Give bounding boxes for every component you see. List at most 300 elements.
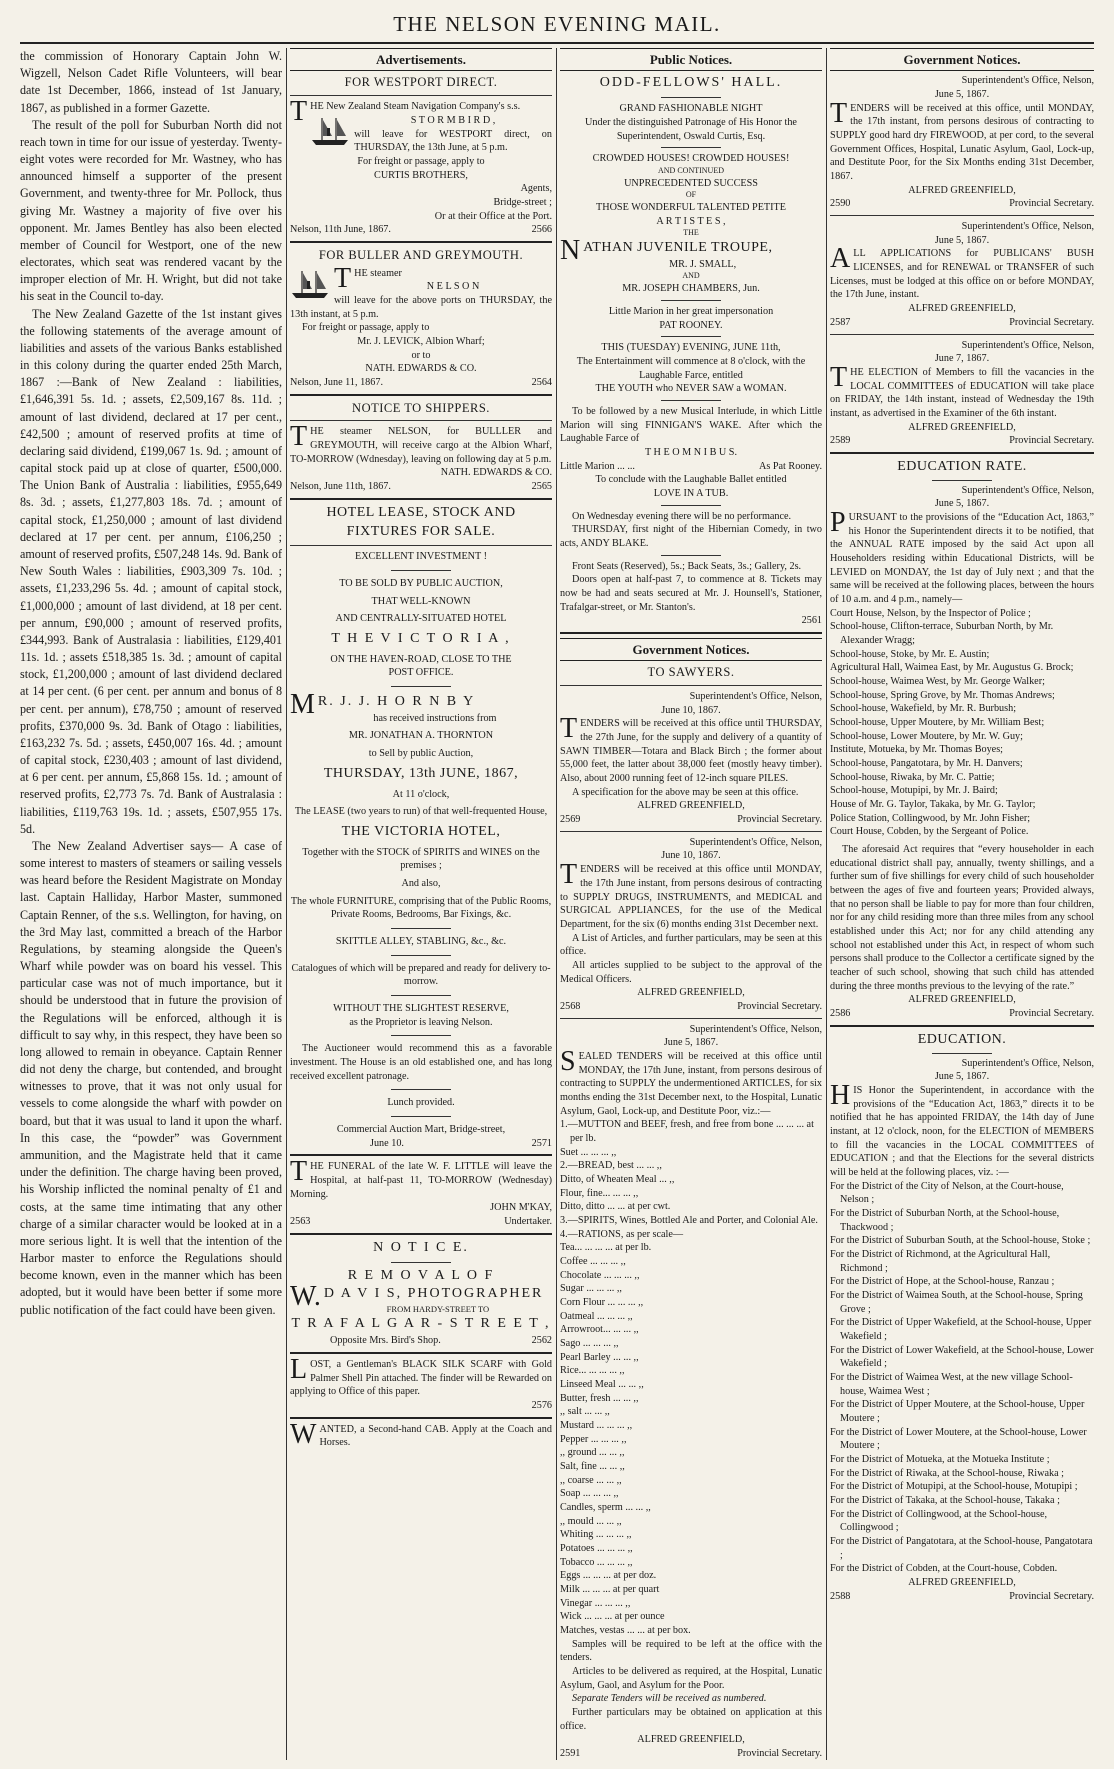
dropcap: T <box>560 859 578 891</box>
election-place: For the District of Upper Wakefield, at the School-house, Upper Wakefield ; <box>830 1317 1092 1343</box>
ad-line: At 11 o'clock, <box>392 788 450 800</box>
ad-number: 2571 <box>531 1137 552 1149</box>
ad-body: OST, a Gentleman's BLACK SILK SCARF with Gold Palmer Shell Pin attached. The finder will be Rewarded on applying to Office of this paper. <box>290 1358 552 1398</box>
divider <box>830 334 1094 335</box>
divider <box>290 394 552 396</box>
divider <box>391 686 451 687</box>
ad-date: Nelson, 11th June, 1867. <box>290 224 391 236</box>
election-place: For the District of Richmond, at the Agricultural Hall, Richmond ; <box>830 1248 1051 1274</box>
divider <box>661 400 721 401</box>
divider <box>661 300 721 301</box>
election-place: For the District of Upper Moutere, at the School-house, Upper Moutere ; <box>830 1399 1085 1425</box>
article-item: Sugar ... ... ... ,, <box>560 1283 622 1295</box>
ad-line: Opposite Mrs. Bird's Shop. <box>330 1335 441 1347</box>
funeral-notice <box>290 1156 552 1228</box>
ad-line: The Auctioneer would recommend this as a favorable investment. The House is an old established one, and has long received excellent patronage. <box>290 1043 552 1082</box>
election-place: For the District of Lower Moutere, at the School-house, Lower Moutere ; <box>830 1426 1087 1452</box>
election-place: For the District of Motupipi, at the School-house, Motupipi ; <box>830 1481 1078 1493</box>
ad-line: T R A F A L G A R - S T R E E T , <box>291 1316 551 1332</box>
election-place: For the District of Collingwood, at the School-house, Collingwood ; <box>830 1508 1048 1534</box>
ad-body: All articles supplied to be subject to the approval of the Medical Officers. <box>560 959 822 985</box>
dropcap: W. <box>290 1281 321 1313</box>
divider <box>290 498 552 500</box>
office-line: Superintendent's Office, Nelson, <box>689 836 822 848</box>
article-item: Candles, sperm ... ... ,, <box>560 1502 651 1514</box>
ad-line: to Sell by public Auction, <box>368 748 474 760</box>
freight-line: For freight or passage, apply to <box>302 322 430 334</box>
lost-notice <box>290 1353 552 1413</box>
office-line: Superintendent's Office, Nelson, <box>961 75 1094 87</box>
ad-line: TO BE SOLD BY PUBLIC AUCTION, <box>339 577 503 589</box>
dropcap: A <box>830 243 851 275</box>
column-divider <box>286 48 287 1760</box>
dropcap: T <box>290 421 308 453</box>
ad-number: 2590 <box>830 198 851 210</box>
ad-body: ANTED, a Second-hand CAB. Apply at the Coach and Horses. <box>319 1423 552 1449</box>
collection-place: Agricultural Hall, Waimea East, by Mr. Augustus G. Brock; <box>830 662 1074 674</box>
agent-role: Agents, <box>520 183 552 195</box>
ad-title: EDUCATION RATE. <box>897 458 1027 474</box>
divider <box>391 995 451 996</box>
office-date: June 5, 1867. <box>663 1037 719 1049</box>
collection-place: Institute, Motueka, by Mr. Thomas Boyes; <box>830 744 1003 756</box>
ad-number: 2565 <box>531 481 552 493</box>
ad-date: Nelson, June 11th, 1867. <box>290 481 391 493</box>
article-item: 4.—RATIONS, as per scale— <box>560 1228 684 1240</box>
ad-line: AND CONTINUED <box>658 165 724 175</box>
section-header: Advertisements. <box>290 48 552 71</box>
column-divider <box>826 48 827 1760</box>
election-place: For the District of Pangatotara, at the School-house, Pangatotara ; <box>830 1536 1093 1561</box>
article-item: Vinegar ... ... ... ,, <box>560 1597 631 1609</box>
election-place: For the District of Hope, at the School-house, Ranzau ; <box>830 1276 1055 1288</box>
election-place: For the District of Motueka, at the Motueka Institute ; <box>830 1454 1050 1466</box>
article-item: Potatoes ... ... ... ,, <box>560 1543 633 1555</box>
ad-line: THOSE WONDERFUL TALENTED PETITE <box>596 201 786 213</box>
ad-body: A List of Articles, and further particulars, may be seen at this office. <box>560 932 822 958</box>
divider <box>661 555 721 556</box>
ad-line: THAT WELL-KNOWN <box>371 595 471 607</box>
signature-role: Provincial Secretary. <box>737 1000 822 1012</box>
article-item: Eggs ... ... ... at per doz. <box>560 1570 657 1582</box>
article-item: Arrowroot... ... ... ,, <box>560 1324 639 1336</box>
article-item: Milk ... ... ... at per quart <box>560 1584 660 1596</box>
article-item: Oatmeal ... ... ... ,, <box>560 1310 633 1322</box>
newspaper-title: THE NELSON EVENING MAIL. <box>393 12 721 36</box>
ad-line: Doors open at half-past 7, to commence at 8. Tickets may now be had and seats secured at Mr. J. Hounsell's, Stationer, Trafalgar-street, or Mr. Stanton's. <box>560 574 822 613</box>
collection-place: House of Mr. G. Taylor, Takaka, by Mr. G. Taylor; <box>830 799 1036 811</box>
dropcap: T <box>560 713 578 745</box>
dropcap: T <box>830 361 848 393</box>
ad-line: GRAND FASHIONABLE NIGHT <box>619 103 763 115</box>
divider <box>290 420 552 421</box>
election-place: For the District of Suburban South, at the School-house, Stoke ; <box>830 1235 1091 1247</box>
ad-line: as the Proprietor is leaving Nelson. <box>349 1016 493 1028</box>
ad-line: MR. J. SMALL, <box>669 258 737 270</box>
ad-line: has received instructions from <box>373 712 497 724</box>
divider <box>391 1035 451 1036</box>
collection-place: School-house, Upper Moutere, by Mr. William Best; <box>830 717 1045 729</box>
article-item: ,, coarse ... ... ,, <box>560 1474 622 1486</box>
ad-number: 2561 <box>801 615 822 627</box>
ad-line: ON THE HAVEN-ROAD, CLOSE TO THE <box>330 653 512 665</box>
signature: ALFRED GREENFIELD, <box>908 303 1016 315</box>
article-item: Tea... ... ... ... at per lb. <box>560 1242 652 1254</box>
office-date: June 7, 1867. <box>934 353 990 365</box>
collection-place: Court House, Cobden, by the Sergeant of Police. <box>830 826 1029 838</box>
election-places-list <box>830 1180 1094 1576</box>
news-paragraph: The New Zealand Gazette of the 1st instant gives the following statements of the average amount of liabilities and assets of the various Banks established in this colony during the quarter ended 25th March, 1867 :—Bank of New Zealand : liabilities, £1,646,391 5s. 1d. ; assets, £2,509,167 8s. 11d. ; amount of last dividend, declared at 17 per cent., £42,500 ; amount of reserved profits at time of declaring said dividend, £199,067 1s. 9d. ; amount of capital stock paid up at close of quarter, £500,000. The Union Bank of Australia : liabilities, £955,649 8s. 3d. ; assets, £1,277,803 18s. 7d. ; amount of capital stock, £1,250,000 ; amount of last dividend declared at 17 per cent. per annum, £106,250 ; amount of reserved profits, £507,248 14s. 9d. Bank of New South Wales : liabilities, £903,309 7s. 10d. ; assets, £1,233,296 5s. 4d. ; amount of capital stock, £1,000,000 ; amount of last dividend, at 18 per cent. per annum, £90,000 ; amount of reserved profits, £344,993. Bank of Australasia : liabilities, £129,401 11s. 1d. ; assets £518,385 1s. 3d. ; amount of capital stock, £1,200,000 ; amount of last dividend declared at 14 per cent. (6 per cent. per annum and bonus of 8 per cent. per annum), £78,750 ; amount of reserved profits, £370,000 9s. 3d. Bank of Otago : liabilities, £163,232 7s. 5d. ; assets, £450,007 16s. 4d. ; amount of capital stock, £230,403 ; amount of last dividend, at 6 per cent. per annum, £5,868 15s. 1d. ; amount of reserved profits, £2,773 7s. 7d. Bank of Australasia : liabilities, £119,763 19s. 1d. ; assets, £507,955 17s. 5d. <box>20 306 282 836</box>
westport-ad <box>290 74 552 236</box>
ad-title: N O T I C E. <box>373 1239 469 1255</box>
article-item: Butter, fresh ... ... ,, <box>560 1392 639 1404</box>
article-item: Pearl Barley ... ... ,, <box>560 1351 639 1363</box>
signature: ALFRED GREENFIELD, <box>908 421 1016 433</box>
ad-line: A R T I S T E S , <box>656 215 726 227</box>
collection-place: School-house, Waimea West, by Mr. George Walker; <box>830 676 1045 688</box>
dropcap: T <box>290 1156 308 1188</box>
ad-title: EDUCATION. <box>917 1031 1007 1047</box>
ad-number: 2587 <box>830 316 851 328</box>
signature: ALFRED GREENFIELD, <box>908 184 1016 196</box>
ad-body: LL APPLICATIONS for PUBLICANS' BUSH LICENSES, and for RENEWAL or TRANSFER of such Licenses, must be lodged at this office on or before MONDAY, the 17th June, instant. <box>830 248 1094 301</box>
ad-body: The aforesaid Act requires that “every householder in each educational district shall pay, annually, twenty shillings, and a further sum of five shillings for every child of such householder between the ages of five and fourteen years; Provided always, that no person shall be liable to pay for more than four children, nor for any child residing more than three miles from any school established under this Act; nor for any child attending any school not established under this Act, in respect of whom such persons shall produce to the Collector a certificate signed by the teacher of such school, showing that such child has attended during the three months previous to the levying of the rate.” <box>830 844 1094 992</box>
wanted-notice <box>290 1418 552 1450</box>
collection-place: School-house, Riwaka, by Mr. C. Pattie; <box>830 771 995 783</box>
article-item: Sago ... ... ... ,, <box>560 1338 619 1349</box>
ad-body: HE ELECTION of Members to fill the vacancies in the LOCAL COMMITTEES of EDUCATION will take place on FRIDAY, the 14th instant, instead of Wednesday the 19th instant, as advertised in the Examiner of the 6th instant. <box>830 366 1094 419</box>
ad-number: 2591 <box>560 1748 581 1760</box>
section-header: Public Notices. <box>560 48 822 71</box>
divider <box>830 452 1094 454</box>
ad-body: A specification for the above may be seen at this office. <box>572 786 799 798</box>
ad-line: MR. JOSEPH CHAMBERS, Jun. <box>622 283 760 295</box>
ad-line: THE YOUTH who NEVER SAW a WOMAN. <box>595 383 787 395</box>
article-item: Chocolate ... ... ... ,, <box>560 1269 640 1281</box>
article-item: ,, ground ... ... ,, <box>560 1447 625 1459</box>
ad-line: The whole FURNITURE, comprising that of the Public Rooms, Private Rooms, Bedrooms, Bar Fixings, &c. <box>290 895 552 921</box>
ad-body: Samples will be required to be left at the office with the tenders. <box>560 1638 822 1664</box>
news-column <box>20 48 282 1760</box>
office-date: June 10, 1867. <box>661 704 721 716</box>
divider <box>391 1089 451 1090</box>
election-place: For the District of Waimea South, at the School-house, Spring Grove ; <box>830 1290 1083 1315</box>
divider <box>290 241 552 243</box>
removal-notice <box>290 1239 552 1348</box>
dropcap: H <box>830 1079 851 1111</box>
ad-line: To be followed by a new Musical Interlude, in which Little Marion will sing FINNIGAN'S WAKE. After which the Laughable Farce of <box>560 405 822 445</box>
article-item: Ditto, ditto ... ... at per cwt. <box>560 1201 671 1213</box>
ad-number: 2568 <box>560 1000 581 1012</box>
agent-name: Mr. J. LEVICK, Albion Wharf; <box>357 335 485 347</box>
collection-place: School-house, Stoke, by Mr. E. Austin; <box>830 648 990 660</box>
article-item: 1.—MUTTON and BEEF, fresh, and free from bone ... ... ... at per lb. <box>560 1119 814 1144</box>
ad-number: 2564 <box>531 377 552 388</box>
article-item: ,, salt ... ... ,, <box>560 1406 610 1418</box>
divider <box>290 1154 552 1156</box>
article-item: 3.—SPIRITS, Wines, Bottled Ale and Porter, and Colonial Ale. <box>560 1214 818 1226</box>
collection-place: Court House, Nelson, by the Inspector of Police ; <box>830 607 1031 619</box>
article-item: Corn Flour ... ... ... ,, <box>560 1296 644 1308</box>
ad-line: THIS (TUESDAY) EVENING, JUNE 11th, <box>601 342 781 354</box>
hotel-auction-ad <box>290 504 552 1151</box>
ad-title: ODD-FELLOWS' HALL. <box>599 75 783 91</box>
divider <box>661 505 721 506</box>
election-place: For the District of Lower Wakefield, at the School-house, Lower Wakefield ; <box>830 1344 1094 1370</box>
article-item: Suet ... ... ... ,, <box>560 1146 617 1158</box>
ad-line: SKITTLE ALLEY, STABLING, &c., &c. <box>335 936 507 948</box>
election-place: For the District of Riwaka, at the School-house, Riwaka ; <box>830 1467 1064 1479</box>
ad-line: Catalogues of which will be prepared and ready for delivery to-morrow. <box>291 962 551 988</box>
divider <box>661 97 721 98</box>
election-notice <box>830 339 1094 448</box>
office-date: June 10, 1867. <box>661 850 721 862</box>
article-item: Pepper ... ... ... ,, <box>560 1433 627 1445</box>
divider <box>290 95 552 96</box>
sealed-tenders-notice <box>560 1023 822 1760</box>
ad-line: Together with the STOCK of SPIRITS and WINES on the premises ; <box>302 846 540 872</box>
signature-role: Provincial Secretary. <box>737 1748 822 1760</box>
divider <box>560 1018 822 1019</box>
ad-line: AND CENTRALLY-SITUATED HOTEL <box>335 613 507 625</box>
office-date: June 5, 1867. <box>934 89 990 101</box>
ship-name: S T O R M B I R D , <box>410 114 496 126</box>
agent-name: NATH. EDWARDS & CO. <box>440 467 552 479</box>
ad-body: Articles to be delivered as required, at the Hospital, Lunatic Asylum, Gaol, and Asylum for the Poor. <box>560 1666 822 1691</box>
signature: ALFRED GREENFIELD, <box>637 800 745 812</box>
agent-or: or to <box>411 349 431 361</box>
election-place: For the District of Suburban North, at the School-house, Thackwood ; <box>830 1207 1060 1233</box>
office-line: Superintendent's Office, Nelson, <box>961 221 1094 233</box>
ad-line: THURSDAY, first night of the Hibernian Comedy, in two acts, ANDY BLAKE. <box>560 524 822 549</box>
government-notices-column <box>830 48 1094 1760</box>
divider <box>560 685 822 686</box>
column-divider <box>556 48 557 1760</box>
ad-line: The Entertainment will commence at 8 o'clock, with the Laughable Farce, entitled <box>576 355 806 381</box>
agent-office: Or at their Office at the Port. <box>434 210 552 222</box>
collection-place: School-house, Lower Moutere, by Mr. W. Guy; <box>830 730 1023 742</box>
collection-place: School-house, Pangatotara, by Mr. H. Danvers; <box>830 758 1023 770</box>
signature-role: Provincial Secretary. <box>1009 316 1094 328</box>
ad-body: HE steamer <box>354 267 402 279</box>
office-date: June 5, 1867. <box>934 498 990 510</box>
divider <box>391 928 451 929</box>
masthead <box>0 0 1114 40</box>
ad-number: 2569 <box>560 814 581 826</box>
signature-role: Provincial Secretary. <box>1009 435 1094 447</box>
ad-body: HE New Zealand Steam Navigation Company's s.s. <box>310 101 521 113</box>
article-item: ,, mould ... ... ,, <box>560 1515 622 1527</box>
ad-line: Under the distinguished Patronage of His Honor the Superintendent, Oswald Curtis, Esq. <box>585 116 797 142</box>
ad-line: T H E V I C T O R I A , <box>331 630 511 646</box>
collection-place: Police Station, Collingwood, by Mr. John Fisher; <box>830 812 1031 824</box>
publicans-notice <box>830 220 1094 329</box>
office-date: June 5, 1867. <box>934 1071 990 1083</box>
ad-body: ENDERS will be received at this office until THURSDAY, the 27th June, for the supply and delivery of a quantity of SAWN TIMBER—Totara and Black Birch ; the former about 55,000 feet, the latter about 38,000 feet (mostly heavy timber). Also, about 2000 running feet of 12-inch square PILES. <box>560 718 822 785</box>
ad-line: Front Seats (Reserved), 5s.; Back Seats, 3s.; Gallery, 2s. <box>572 560 802 572</box>
ad-line: THE VICTORIA HOTEL, <box>341 823 501 839</box>
ad-line: The LEASE (two years to run) of that well-frequented House, <box>294 806 548 818</box>
divider <box>290 1417 552 1419</box>
dropcap: N <box>560 235 581 267</box>
ad-body: IS Honor the Superintendent, in accordance with the provisions of the “Education Act, 1863,” directs it to be notified that he has appointed FRIDAY, the 14th day of June instant, at 12 o'clock, noon, for the ELECTION of MEMBERS to fill the vacancies in the LOCAL COMMITTEES of EDUCATION ; and that the Elections for the several districts will be held at the following places, viz. :— <box>830 1084 1094 1178</box>
photographer-name: D A V I S, PHOTOGRAPHER <box>323 1286 544 1302</box>
ad-body: HE steamer NELSON, for BULLLER and GREYMOUTH, will receive cargo at the Albion Wharf, TO-MORROW (Wdnesday), leaving on following day at 5 p.m. <box>290 426 552 465</box>
ad-line: POST OFFICE. <box>388 667 454 679</box>
ship-name: N E L S O N <box>426 281 480 293</box>
signature: ALFRED GREENFIELD, <box>637 1734 745 1746</box>
sawyers-notice <box>560 664 822 826</box>
public-notices-column <box>560 48 822 1760</box>
articles-list <box>560 1118 822 1638</box>
education-rate-notice <box>830 458 1094 1021</box>
article-item: Linseed Meal ... ... ,, <box>560 1379 644 1391</box>
divider <box>661 147 721 148</box>
agent-name: CURTIS BROTHERS, <box>374 169 468 181</box>
ad-date: June 10. <box>370 1137 404 1149</box>
shippers-notice <box>290 400 552 494</box>
firewood-notice <box>830 74 1094 211</box>
divider <box>391 955 451 956</box>
oddfellows-notice <box>560 74 822 628</box>
ad-body: Further particulars may be obtained on application at this office. <box>560 1707 822 1732</box>
collection-place: School-house, Clifton-terrace, Suburban North, by Mr. Alexander Wragg; <box>830 621 1054 647</box>
ad-line: Lunch provided. <box>387 1097 455 1109</box>
signature: ALFRED GREENFIELD, <box>637 987 745 999</box>
office-line: Superintendent's Office, Nelson, <box>689 691 822 703</box>
ad-line: T H E O M N I B U S. <box>644 446 738 458</box>
education-election-notice <box>830 1031 1094 1604</box>
article-item: Matches, vestas ... ... at per box. <box>560 1625 691 1637</box>
divider <box>560 632 822 634</box>
article-item: Coffee ... ... ... ,, <box>560 1255 626 1267</box>
divider <box>830 1025 1094 1027</box>
signature-role: Provincial Secretary. <box>1009 198 1094 210</box>
ad-title: FOR BULLER AND GREYMOUTH. <box>318 247 524 262</box>
signature-role: Provincial Secretary. <box>1009 1590 1094 1602</box>
auctioneer-name: R. J. J. H O R N B Y <box>317 694 476 710</box>
undertaker-role: Undertaker. <box>504 1216 552 1228</box>
ad-title: FOR WESTPORT DIRECT. <box>344 75 498 90</box>
office-line: Superintendent's Office, Nelson, <box>689 1023 822 1035</box>
divider <box>290 1233 552 1235</box>
article-item: Flour, fine... ... ... ,, <box>560 1187 639 1199</box>
ad-number: 2566 <box>531 224 552 236</box>
election-place: For the District of Waimea West, at the new village School-house, Waimea West ; <box>830 1372 1073 1397</box>
ad-body: will leave for WESTPORT direct, on THURSDAY, the 13th June, at 5 p.m. <box>354 128 552 154</box>
ad-line: THE <box>683 228 699 238</box>
ad-line: To conclude with the Laughable Ballet entitled <box>595 474 787 486</box>
ad-line: UNPRECEDENTED SUCCESS <box>624 177 758 189</box>
buller-ad <box>290 247 552 390</box>
dropcap: T <box>334 262 352 294</box>
troupe-name: ATHAN JUVENILE TROUPE, <box>583 240 773 256</box>
election-place: For the District of Takaka, at the School-house, Takaka ; <box>830 1495 1060 1507</box>
article-item: Wick ... ... ... at per ounce <box>560 1611 665 1623</box>
divider <box>560 831 822 832</box>
top-rule <box>20 42 1094 44</box>
article-item: Ditto, of Wheaten Meal ... ,, <box>560 1173 675 1185</box>
dropcap: M <box>290 689 315 721</box>
article-item: 2.—BREAD, best ... ... ,, <box>560 1160 662 1172</box>
ad-body: HE FUNERAL of the late W. F. LITTLE will leave the Hospital, at half-past 11, TO-MORROW (Wednesday) Morning. <box>290 1161 552 1200</box>
divider <box>932 1053 992 1054</box>
ad-number: 2586 <box>830 1008 851 1020</box>
divider <box>290 545 552 546</box>
office-line: Superintendent's Office, Nelson, <box>961 484 1094 496</box>
agent-name: NATH. EDWARDS & CO. <box>365 363 477 375</box>
ad-line: MR. JONATHAN A. THORNTON <box>348 730 494 742</box>
article-item: Rice... ... ... ... ,, <box>560 1365 625 1377</box>
dropcap: T <box>830 97 848 129</box>
ad-line: Little Marion in her great impersonation <box>608 305 774 317</box>
collection-places-list <box>830 607 1094 839</box>
dropcap: S <box>560 1045 576 1077</box>
ad-body: URSUANT to the provisions of the “Education Act, 1863,” his Honor the Superintendent directs it to be notified, that the ANNUAL RATE imposed by the said Act upon all Householders residing within Educational Districts, will be LEVIED on MONDAY, the 1st day of July next ; and that the same will be received at the following places, between the hours of 10 a.m. and 4 p.m., namely— <box>830 511 1094 605</box>
office-line: Superintendent's Office, Nelson, <box>961 1057 1094 1069</box>
section-header: Government Notices. <box>560 638 822 661</box>
ad-title: NOTICE TO SHIPPERS. <box>352 400 490 415</box>
ad-title: HOTEL LEASE, STOCK AND FIXTURES FOR SALE. <box>326 504 516 539</box>
ad-line: THURSDAY, 13th JUNE, 1867, <box>323 765 519 781</box>
ad-date: Nelson, June 11, 1867. <box>290 377 384 388</box>
ad-number: 2562 <box>531 1335 552 1347</box>
ad-line: PAT ROONEY. <box>659 319 723 331</box>
ad-line: AND <box>682 271 700 281</box>
ad-number: 2563 <box>290 1216 311 1228</box>
ad-body: ENDERS will be received at this office, until MONDAY, the 17th instant, from persons desirous of contracting to SUPPLY good hard dry FIREWOOD, at per cord, to the several Government Offices, Hospital, Lunatic Asylum, Gaol, Lock-up, and Destitute Poor, for the Six Months ending 31st December, 1867. <box>830 102 1094 183</box>
freight-line: For freight or passage, apply to <box>357 155 485 167</box>
collection-place: School-house, Motupipi, by Mr. J. Baird; <box>830 785 998 797</box>
collection-place: School-house, Spring Grove, by Mr. Thomas Andrews; <box>830 689 1055 701</box>
signature-role: Provincial Secretary. <box>1009 1008 1094 1020</box>
ad-line: EXCELLENT INVESTMENT ! <box>354 551 488 563</box>
ad-line: Commercial Auction Mart, Bridge-street, <box>336 1124 506 1136</box>
ad-line: LOVE IN A TUB. <box>653 487 729 499</box>
ad-line: FROM HARDY-STREET TO <box>386 1304 490 1315</box>
divider <box>830 215 1094 216</box>
ad-body: Separate Tenders will be received as numbered. <box>572 1693 767 1705</box>
news-paragraph: The New Zealand Advertiser says— A case of some interest to masters of steamers or sailing vessels was heard before the Resident Magistrate on Monday last. Captain Halliday, Harbor Master, summoned Captain Renner, of the s.s. Wellington, for having, on the 3rd May last, committed a breach of the Harbor Regulations, by steaming alongside the Queen's Wharf while powder was on board his vessel. This particular case was not of much importance, but it should be understood that in future the provision of the Regulations will be enforced, although it is difficult to say why, in this respect, they have been so long allowed to remain in obeyance. Captain Renner did not deny the charge, but contended, and brought witnesses to prove, that it was not only usual for vessels to come alongside the wharf with powder on board, but that it was usual to land it upon the wharf. In this case, the “powder” was Government ammunition, and the Magistrate held that it came under the definition. The charge having been proved, his Worship inflicted the nominal penalty of £1 and costs, at the same time intimating that any other charge of a similar character would be looked at in a more serious light. It is well that the intention of the Harbor master to enforce the Regulations should become known, even in the manner which has been adopted, but it would have been better if some more public notification of the fact could have been given. <box>20 838 282 1317</box>
agent-address: Bridge-street ; <box>493 196 552 208</box>
ad-line: Little Marion ... ... <box>560 460 635 472</box>
collection-place: School-house, Wakefield, by Mr. R. Burbush; <box>830 703 1017 715</box>
ad-line: CROWDED HOUSES! CROWDED HOUSES! <box>592 153 790 165</box>
article-item: Tobacco ... ... ... ,, <box>560 1556 633 1568</box>
steamship-icon <box>290 267 330 301</box>
ad-number: 2589 <box>830 435 851 447</box>
news-paragraph: The result of the poll for Suburban North did not reach town in time for our issue of yesterday. Twenty-eight votes were recorded for Mr. Wastney, who has announced himself a supporter of the present Government, and twenty-three for Mr. Pollock, thus giving Mr. Wastney a majority of five over his opponent. Mr. James Bentley has also been elected member of Council for Westport, one of the new electorates, which seat was rendered vacant by the improper election of Mr. H. Wright, but did not take his seat in the Council to-day. <box>20 117 282 304</box>
ad-line: OF <box>685 190 697 200</box>
steamship-icon <box>310 114 350 148</box>
ad-body: ENDERS will be received at this office until MONDAY, the 17th June instant, from persons desirous of contracting to SUPPLY DRUGS, INSTRUMENTS, and MEDICAL and SURGICAL APPLIANCES, for the use of the Medical Department, for the six (6) months ending 31st December next. <box>560 864 822 930</box>
article-item: Soap ... ... ... ,, <box>560 1488 619 1500</box>
signature-role: Provincial Secretary. <box>737 814 822 826</box>
advertisements-column <box>290 48 552 1760</box>
signature: ALFRED GREENFIELD, <box>908 994 1016 1006</box>
signature: ALFRED GREENFIELD, <box>908 1577 1016 1589</box>
office-date: June 5, 1867. <box>934 234 990 246</box>
ad-body: will leave for the above ports on THURSDAY, the 13th instant, at 5 p.m. <box>290 294 552 320</box>
office-line: Superintendent's Office, Nelson, <box>961 339 1094 351</box>
article-item: Mustard ... ... ... ,, <box>560 1420 633 1432</box>
section-header: Government Notices. <box>830 48 1094 71</box>
dropcap: L <box>290 1353 308 1385</box>
divider <box>391 1262 451 1263</box>
ad-line: As Pat Rooney. <box>758 460 822 472</box>
dropcap: W <box>290 1418 317 1450</box>
drugs-notice <box>560 836 822 1014</box>
